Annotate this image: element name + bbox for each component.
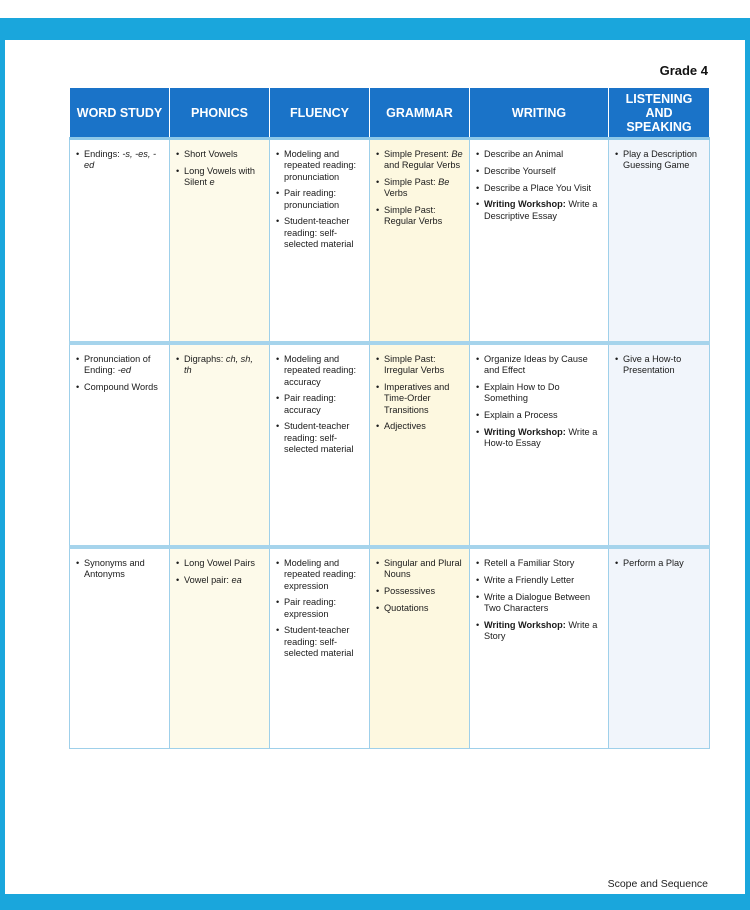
cell-phonics <box>170 547 270 749</box>
list-item <box>476 575 602 586</box>
cell-phonics <box>170 343 270 547</box>
item-text: Write a How-to Essay <box>484 426 598 449</box>
top-frame-bar <box>0 18 750 40</box>
item-bold-label: Writing Workshop: <box>484 619 566 630</box>
table-row <box>70 547 710 749</box>
cell-word-study <box>70 547 170 749</box>
item-text: Modeling and repeated reading: accuracy <box>284 354 357 387</box>
item-bold-label: Writing Workshop: <box>484 199 566 210</box>
list-item <box>615 558 703 569</box>
list-item <box>476 149 602 160</box>
item-italic-text: ea <box>231 574 242 585</box>
item-text: Simple Past: Irregular Verbs <box>384 354 445 376</box>
list-item <box>176 149 263 160</box>
item-text: Endings: <box>84 149 123 159</box>
item-list <box>176 354 263 377</box>
item-italic-text: Be <box>451 149 463 159</box>
item-text: Retell a Familiar Story <box>484 558 575 568</box>
cell-writing <box>470 139 609 344</box>
cell-grammar <box>370 547 470 749</box>
item-text: Possessives <box>384 586 436 597</box>
item-text: Perform a Play <box>623 558 684 568</box>
item-text: Explain How to Do Something <box>484 382 560 404</box>
item-text: Modeling and repeated reading: pronunciation <box>284 149 357 182</box>
item-text: Simple Present: <box>384 149 452 159</box>
item-bold-label: Writing Workshop: <box>484 426 566 437</box>
item-text: Play a Description Guessing Game <box>623 149 698 171</box>
item-text: Organize Ideas by Cause and Effect <box>484 354 588 376</box>
grade-label: Grade 4 <box>659 63 708 78</box>
header-fluency: FLUENCY <box>270 88 370 139</box>
item-text: Describe an Animal <box>484 149 564 159</box>
table-row <box>70 343 710 547</box>
footer-label: Scope and Sequence <box>607 878 708 890</box>
item-text: Write a Story <box>484 619 598 641</box>
item-text: Simple Past: <box>384 177 439 188</box>
item-text: Digraphs: <box>184 354 226 364</box>
item-list <box>376 354 463 433</box>
cell-fluency <box>270 547 370 749</box>
list-item <box>276 216 363 250</box>
item-list <box>276 558 363 659</box>
item-text: Verbs <box>384 188 408 199</box>
item-italic-text: -ed <box>117 365 131 376</box>
cell-word-study <box>70 139 170 344</box>
list-item <box>476 382 602 405</box>
item-text: Singular and Plural Nouns <box>384 558 462 580</box>
item-text: Describe Yourself <box>484 165 556 176</box>
list-item <box>176 354 263 377</box>
list-item <box>376 421 463 432</box>
item-italic-text: -s, -es, -ed <box>84 149 156 171</box>
cell-listening-speaking <box>609 343 710 547</box>
item-list <box>376 558 463 614</box>
item-list <box>76 149 163 172</box>
item-list <box>476 149 602 222</box>
item-text: Explain a Process <box>484 410 558 421</box>
list-item <box>76 558 163 581</box>
cell-writing <box>470 547 609 749</box>
list-item <box>76 149 163 172</box>
bottom-frame-bar <box>0 894 750 910</box>
item-list <box>476 558 602 642</box>
header-writing: WRITING <box>470 88 609 139</box>
item-text: Write a Descriptive Essay <box>484 199 598 221</box>
list-item <box>615 354 703 377</box>
item-text: Long Vowel Pairs <box>184 558 255 568</box>
header-grammar: GRAMMAR <box>370 88 470 139</box>
list-item <box>476 199 602 222</box>
item-italic-text: e <box>209 177 215 188</box>
list-item <box>476 183 602 194</box>
cell-grammar <box>370 139 470 344</box>
item-text: Student-teacher reading: self-selected material <box>284 625 354 659</box>
item-list <box>176 558 263 586</box>
list-item <box>476 427 602 450</box>
list-item <box>76 354 163 377</box>
list-item <box>476 410 602 421</box>
item-italic-text: ch, sh, th <box>184 354 253 376</box>
cell-writing <box>470 343 609 547</box>
list-item <box>276 188 363 211</box>
cell-grammar <box>370 343 470 547</box>
cell-phonics <box>170 139 270 344</box>
right-frame-bar <box>745 18 750 910</box>
list-item <box>476 558 602 569</box>
item-text: Pair reading: pronunciation <box>284 188 340 210</box>
item-text: Long Vowels with Silent <box>184 165 255 188</box>
item-text: Adjectives <box>384 421 426 432</box>
item-text: Describe a Place You Visit <box>484 182 592 193</box>
list-item <box>176 558 263 569</box>
list-item <box>276 625 363 659</box>
table-header-row <box>70 88 710 139</box>
item-list <box>615 149 703 172</box>
item-list <box>76 558 163 581</box>
list-item <box>376 586 463 597</box>
list-item <box>176 166 263 189</box>
list-item <box>376 354 463 377</box>
list-item <box>176 575 263 586</box>
item-text: Student-teacher reading: self-selected material <box>284 216 354 250</box>
item-text: Write a Dialogue Between Two Characters <box>484 591 591 613</box>
list-item <box>276 149 363 183</box>
list-item <box>76 382 163 393</box>
item-text: and Regular Verbs <box>384 160 461 171</box>
item-text: Synonyms and Antonyms <box>84 558 145 580</box>
header-listening-line-3: SPEAKING <box>626 119 692 134</box>
list-item <box>376 177 463 200</box>
item-italic-text: Be <box>438 177 450 188</box>
list-item <box>276 393 363 416</box>
item-list <box>376 149 463 228</box>
item-text: Simple Past: Regular Verbs <box>384 205 443 227</box>
list-item <box>276 597 363 620</box>
list-item <box>276 558 363 592</box>
list-item <box>615 149 703 172</box>
header-listening-line-2: AND <box>645 105 673 120</box>
item-text: Compound Words <box>84 382 158 393</box>
table-row <box>70 139 710 344</box>
list-item <box>276 354 363 388</box>
page-top-margin <box>0 0 750 18</box>
item-list <box>615 558 703 569</box>
item-text: Give a How-to Presentation <box>623 354 682 376</box>
item-text: Imperatives and Time-Order Transitions <box>384 382 450 415</box>
list-item <box>476 592 602 615</box>
item-text: Short Vowels <box>184 149 238 159</box>
item-list <box>276 149 363 250</box>
item-list <box>176 149 263 188</box>
item-text: Vowel pair: <box>184 574 232 585</box>
header-word-study: WORD STUDY <box>70 88 170 139</box>
list-item <box>476 354 602 377</box>
item-list <box>76 354 163 393</box>
list-item <box>476 166 602 177</box>
item-text: Student-teacher reading: self-selected material <box>284 421 354 455</box>
list-item <box>376 603 463 614</box>
item-list <box>276 354 363 455</box>
header-listening-line-1: LISTENING <box>625 91 693 106</box>
table-body <box>70 139 710 749</box>
item-text: Modeling and repeated reading: expression <box>284 558 357 591</box>
item-text: Pair reading: accuracy <box>284 393 337 415</box>
item-text: Pair reading: expression <box>284 597 337 619</box>
list-item <box>376 382 463 416</box>
scope-sequence-table <box>69 87 710 749</box>
header-listening-speaking <box>609 88 710 139</box>
cell-listening-speaking <box>609 139 710 344</box>
cell-word-study <box>70 343 170 547</box>
item-list <box>615 354 703 377</box>
item-text: Pronunciation of Ending: <box>84 354 151 376</box>
cell-fluency <box>270 139 370 344</box>
list-item <box>476 620 602 643</box>
list-item <box>376 149 463 172</box>
cell-listening-speaking <box>609 547 710 749</box>
list-item <box>376 558 463 581</box>
item-list <box>476 354 602 450</box>
header-phonics: PHONICS <box>170 88 270 139</box>
item-text: Quotations <box>384 602 429 613</box>
left-frame-bar <box>0 18 5 910</box>
list-item <box>376 205 463 228</box>
item-text: Write a Friendly Letter <box>484 574 575 585</box>
list-item <box>276 421 363 455</box>
cell-fluency <box>270 343 370 547</box>
